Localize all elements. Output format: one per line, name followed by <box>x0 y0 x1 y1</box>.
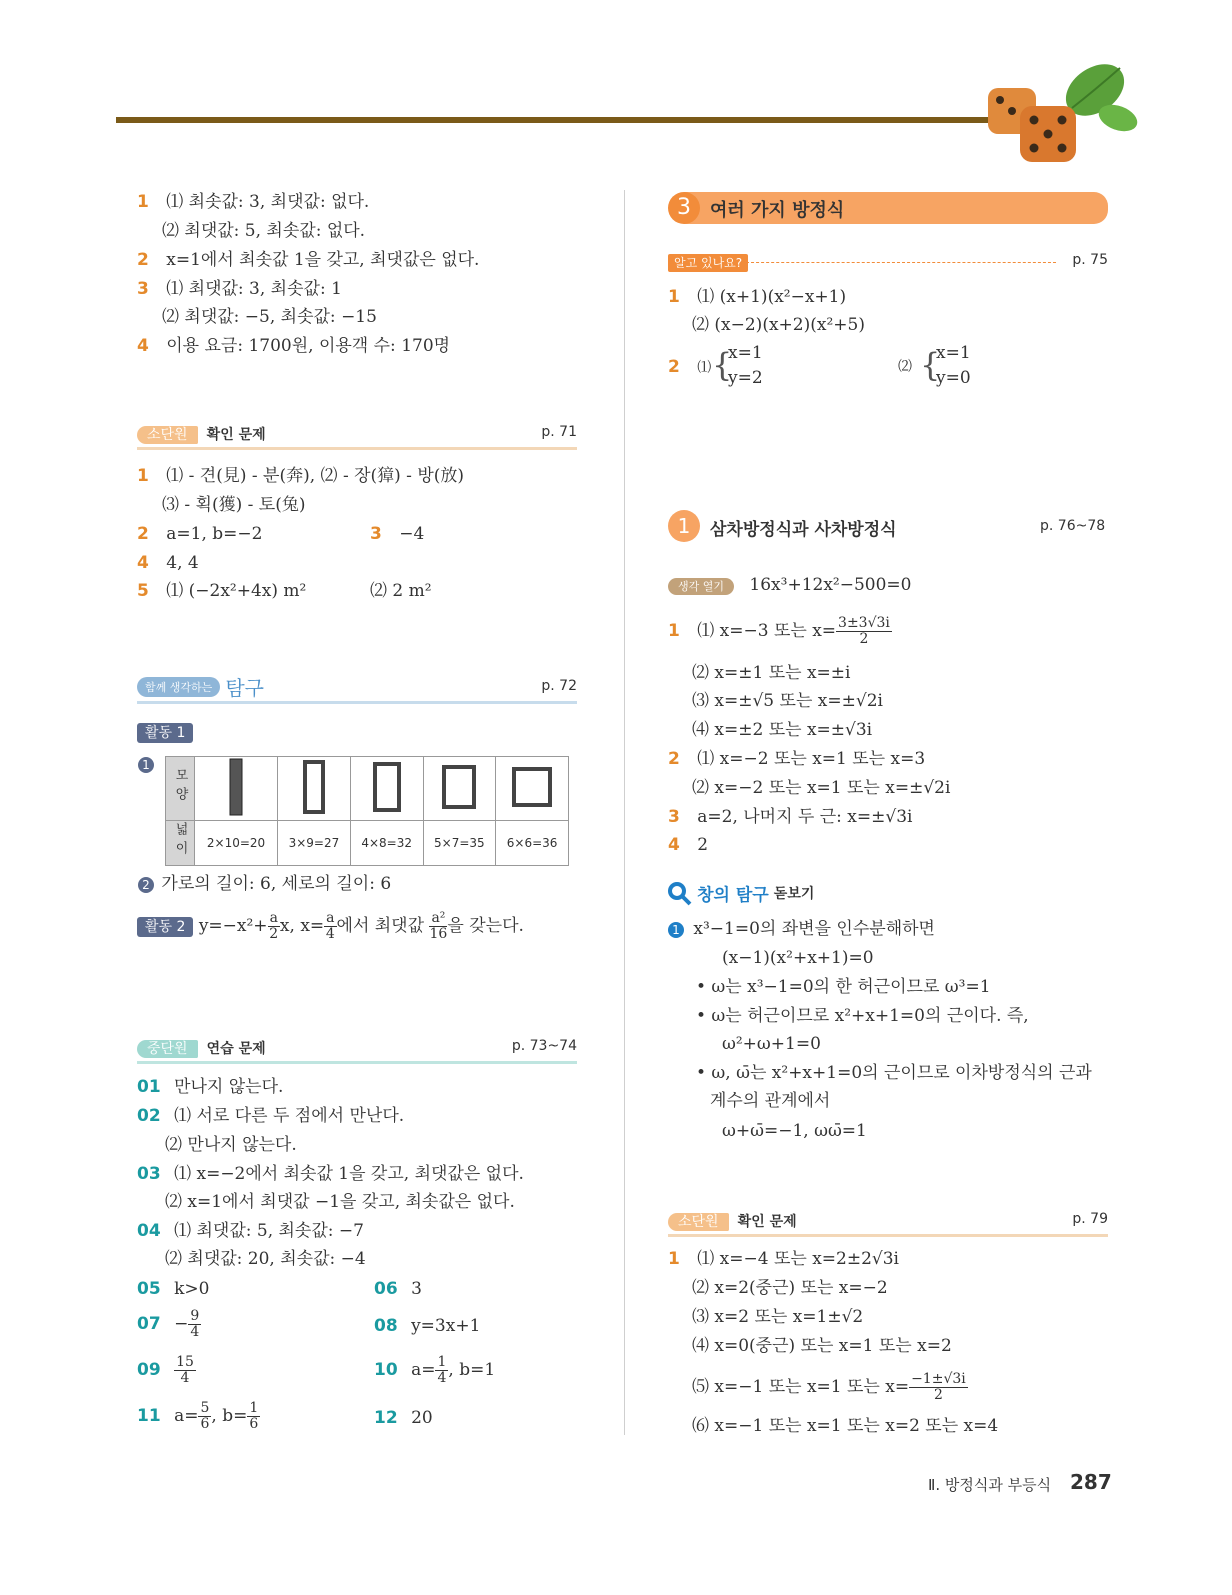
section-title: 확인 문제 <box>206 427 266 443</box>
answer-number: 3 <box>370 524 382 544</box>
section-title: 탐구 <box>225 676 264 700</box>
answer-text: ⑸ x=−1 또는 x=1 또는 x= <box>692 1377 910 1397</box>
rect-shape-icon <box>442 765 476 809</box>
answer-text: a=1, b=−2 <box>166 524 263 544</box>
practice-04 <box>137 1220 364 1242</box>
answer-number: 05 <box>137 1279 161 1299</box>
section-header-explore <box>137 672 577 702</box>
top-rule <box>116 117 996 123</box>
answer-text: a= <box>174 1406 199 1426</box>
check-4 <box>137 552 199 574</box>
system-line: y=0 <box>936 368 971 388</box>
answer-text: y=3x+1 <box>411 1316 481 1336</box>
equation-text: 에서 최댓값 <box>336 916 425 936</box>
check79-1 <box>668 1248 899 1270</box>
equation-text: 을 갖는다. <box>447 916 524 936</box>
practice-05 <box>137 1278 209 1300</box>
check-5 <box>137 580 306 602</box>
answer-text: ⑵ <box>898 359 912 375</box>
practice-08 <box>374 1315 480 1337</box>
fraction: $\frac{1}{4}$ <box>437 1354 447 1386</box>
answer-text: x=1에서 최솟값 1을 갖고, 최댓값은 없다. <box>166 250 480 270</box>
answer-number: 02 <box>137 1106 161 1126</box>
area-cell: 4×8=32 <box>350 821 423 866</box>
shape-table <box>165 756 569 866</box>
activity-1-label <box>137 722 193 742</box>
section-badge: 함께 생각하는 <box>137 677 220 697</box>
answer-text: x³−1=0의 좌변을 인수분해하면 <box>693 919 935 939</box>
practice-02 <box>137 1105 404 1127</box>
equation-text: y=−x²+ <box>198 916 268 936</box>
answer-text: ⑴ 서로 다른 두 점에서 만난다. <box>174 1106 405 1126</box>
shape-cell <box>278 757 351 821</box>
fraction: $\frac{a}{2}$ <box>269 910 279 942</box>
answer-text: ⑶ x=±√5 또는 x=±√2i <box>692 691 883 711</box>
section-badge: 소단원 <box>137 426 198 444</box>
answer-number: 03 <box>137 1164 161 1184</box>
answer-text: ω²+ω+1=0 <box>722 1034 821 1054</box>
brace-icon: { <box>712 346 733 384</box>
shape-cell <box>195 757 278 821</box>
answer-text: ⑴ <box>697 360 712 376</box>
answer-2 <box>137 249 479 271</box>
check79-5 <box>692 1370 968 1404</box>
answer-number: 4 <box>137 336 149 356</box>
practice-01 <box>137 1076 283 1098</box>
section-rule <box>137 701 577 704</box>
circle-number: 2 <box>138 877 154 893</box>
answer-number: 1 <box>137 192 149 212</box>
answer-number: 1 <box>668 287 680 307</box>
practice-07 <box>137 1308 201 1340</box>
system-line: x=1 <box>728 343 763 363</box>
area-cell: 2×10=20 <box>195 821 278 866</box>
s1-q2 <box>668 748 925 770</box>
answer-text: 가로의 길이: 6, 세로의 길이: 6 <box>161 874 392 894</box>
explore-answer-2 <box>138 873 391 895</box>
answer-text: ⑴ - 견(見) - 분(奔), ⑵ - 장(獐) - 방(放) <box>166 466 465 486</box>
answer-text: 20 <box>411 1408 433 1428</box>
s1-q1 <box>668 614 892 648</box>
answer-text: • ω는 x³−1=0의 한 허근이므로 ω³=1 <box>696 977 991 997</box>
page-reference: p. 73~74 <box>511 1038 577 1054</box>
area-cell: 5×7=35 <box>423 821 496 866</box>
s1-q3 <box>668 806 912 828</box>
fraction: $\frac{5}{6}$ <box>200 1400 210 1432</box>
check-3 <box>370 523 424 545</box>
dice-leaf-icon <box>980 50 1140 170</box>
row-label-area: 넓이 <box>166 821 195 866</box>
check-2 <box>137 523 262 545</box>
system-line: x=1 <box>936 343 971 363</box>
answer-text: ⑵ (x−2)(x+2)(x²+5) <box>692 315 865 335</box>
answer-text: ⑷ x=0(중근) 또는 x=1 또는 x=2 <box>692 1336 952 1356</box>
section-title: 삼차방정식과 사차방정식 <box>710 520 897 540</box>
footer-chapter: Ⅱ. 방정식과 부등식 <box>928 1476 1052 1494</box>
answer-number: 2 <box>137 524 149 544</box>
rect-shape-icon <box>229 758 243 816</box>
answer-number: 10 <box>374 1360 398 1380</box>
answer-text: 4, 4 <box>166 553 199 573</box>
area-cell: 6×6=36 <box>496 821 569 866</box>
practice-10 <box>374 1354 495 1386</box>
creative-subtitle: 돋보기 <box>773 886 815 902</box>
answer-text: ⑴ 최댓값: 5, 최솟값: −7 <box>174 1221 364 1241</box>
answer-number: 2 <box>668 749 680 769</box>
answer-number: 2 <box>137 250 149 270</box>
answer-number: 4 <box>137 553 149 573</box>
answer-text: ⑵ 최댓값: −5, 최솟값: −15 <box>162 307 377 327</box>
answer-text: ⑴ x=−2 또는 x=1 또는 x=3 <box>697 749 926 769</box>
section-header-practice <box>137 1038 577 1060</box>
answer-number: 3 <box>137 279 149 299</box>
answer-number: 3 <box>668 807 680 827</box>
answer-text: 2 <box>697 835 709 855</box>
shape-cell <box>496 757 569 821</box>
circle-number: 1 <box>668 922 684 938</box>
section-badge: 소단원 <box>668 1213 729 1231</box>
section-badge: 중단원 <box>137 1040 198 1058</box>
answer-text: , b=1 <box>448 1360 496 1380</box>
section-number: 1 <box>668 510 700 542</box>
fraction: $\frac{9}{4}$ <box>190 1308 200 1340</box>
know-1 <box>668 286 846 308</box>
practice-03 <box>137 1163 524 1185</box>
answer-number: 09 <box>137 1360 161 1380</box>
row-label-shape: 모양 <box>166 757 195 821</box>
answer-text: ⑶ x=2 또는 x=1±√2 <box>692 1307 864 1327</box>
activity-2 <box>137 910 524 943</box>
section-header-check-79 <box>668 1211 1108 1233</box>
creative-header <box>666 880 814 906</box>
activity-badge: 활동 1 <box>137 723 193 743</box>
answer-number: 07 <box>137 1314 161 1334</box>
shape-cell <box>350 757 423 821</box>
chapter-number: 3 <box>668 192 700 224</box>
answer-text: ⑵ x=−2 또는 x=1 또는 x=±√2i <box>692 778 951 798</box>
answer-text: ⑴ x=−4 또는 x=2±2√3i <box>697 1249 899 1269</box>
section-title: 연습 문제 <box>206 1041 266 1057</box>
page-number: 287 <box>1070 1470 1112 1494</box>
answer-text: • ω는 허근이므로 x²+x+1=0의 근이다. 즉, <box>696 1006 1029 1026</box>
equation-text: 16x³+12x²−500=0 <box>749 575 912 595</box>
answer-text: − <box>174 1314 189 1334</box>
answer-number: 11 <box>137 1406 161 1426</box>
creative-line-1 <box>668 918 935 940</box>
page-reference: p. 76~78 <box>1040 518 1106 534</box>
area-cell: 3×9=27 <box>278 821 351 866</box>
activity-badge: 활동 2 <box>137 917 193 937</box>
fraction: $\frac{a}{4}$ <box>325 910 335 942</box>
rect-shape-icon <box>373 762 401 812</box>
shape-cell <box>423 757 496 821</box>
answer-1 <box>137 191 369 213</box>
answer-text: ⑵ 최댓값: 20, 최솟값: −4 <box>165 1249 366 1269</box>
chapter-title: 여러 가지 방정식 <box>710 200 845 221</box>
fraction: $\frac{-1\pm√3i}{2}$ <box>911 1371 966 1403</box>
section-rule <box>137 1061 577 1064</box>
answer-text: 만나지 않는다. <box>174 1077 284 1097</box>
answer-text: −4 <box>399 524 425 544</box>
answer-number: 2 <box>668 357 680 377</box>
answer-text: ⑴ x=−2에서 최솟값 1을 갖고, 최댓값은 없다. <box>174 1164 524 1184</box>
answer-text: ω+ω̄=−1, ωω̄=1 <box>722 1121 867 1141</box>
answer-3 <box>137 278 342 300</box>
answer-text: ⑶ - 획(獲) - 토(兔) <box>162 495 306 515</box>
creative-title: 창의 탐구 <box>697 885 769 906</box>
answer-text: ⑵ 2 m² <box>370 581 432 601</box>
answer-text: ⑵ 최댓값: 5, 최솟값: 없다. <box>162 221 366 241</box>
know-2 <box>668 356 711 379</box>
section-header-know <box>668 252 1108 274</box>
answer-text: a=2, 나머지 두 근: x=±√3i <box>697 807 913 827</box>
answer-number: 12 <box>374 1408 398 1428</box>
section-rule <box>668 1234 1108 1237</box>
answer-number: 1 <box>668 621 680 641</box>
dashed-rule <box>746 262 1056 263</box>
answer-number: 08 <box>374 1316 398 1336</box>
equation-text: x, x= <box>279 916 325 936</box>
answer-text: ⑵ x=±1 또는 x=±i <box>692 663 851 683</box>
square-shape-icon <box>512 767 552 807</box>
practice-06 <box>374 1278 422 1300</box>
answer-text: ⑵ x=1에서 최댓값 −1을 갖고, 최솟값은 없다. <box>165 1192 515 1212</box>
answer-number: 1 <box>668 1249 680 1269</box>
page-reference: p. 71 <box>541 424 577 440</box>
answer-text: k>0 <box>174 1279 210 1299</box>
fraction: $\frac{3\pm 3√3i}{2}$ <box>838 615 890 647</box>
answer-text: (x−1)(x²+x+1)=0 <box>722 948 874 968</box>
chapter-banner <box>684 192 1108 224</box>
answer-4 <box>137 335 450 357</box>
answer-text: ⑷ x=±2 또는 x=±√3i <box>692 720 873 740</box>
answer-text: ⑴ (x+1)(x²−x+1) <box>697 287 847 307</box>
answer-text: ⑵ x=2(중근) 또는 x=−2 <box>692 1278 888 1298</box>
page-reference: p. 75 <box>1072 252 1108 268</box>
section-rule <box>137 447 577 450</box>
practice-09 <box>137 1354 196 1386</box>
circle-number: 1 <box>138 754 154 773</box>
section-badge: 알고 있나요? <box>668 254 748 272</box>
answer-text: , b= <box>211 1406 248 1426</box>
answer-text: 3 <box>411 1279 422 1299</box>
section-title: 확인 문제 <box>737 1214 797 1230</box>
answer-text: ⑴ 최솟값: 3, 최댓값: 없다. <box>166 192 370 212</box>
fraction: $\frac{1}{6}$ <box>249 1400 259 1432</box>
think-badge: 생각 열기 <box>668 578 734 595</box>
magnifier-icon <box>666 880 692 906</box>
rect-shape-icon <box>303 760 325 814</box>
answer-number: 04 <box>137 1221 161 1241</box>
answer-text: ⑵ 만나지 않는다. <box>165 1135 297 1155</box>
answer-text: 이용 요금: 1700원, 이용객 수: 170명 <box>166 336 451 356</box>
s1-q4 <box>668 834 708 856</box>
answer-number: 5 <box>137 581 149 601</box>
answer-number: 4 <box>668 835 680 855</box>
page-reference: p. 79 <box>1072 1211 1108 1227</box>
practice-12 <box>374 1407 433 1429</box>
fraction: $\frac{15}{4}$ <box>176 1354 194 1386</box>
answer-number: 01 <box>137 1077 161 1097</box>
brace-icon: { <box>920 346 941 384</box>
column-divider <box>624 190 625 1435</box>
answer-text: 계수의 관계에서 <box>710 1091 831 1111</box>
fraction: $\frac{\text{a²}}{16}$ <box>429 910 448 942</box>
system-line: y=2 <box>728 368 763 388</box>
think-open <box>668 574 912 598</box>
section-header-check-71 <box>137 424 577 446</box>
answer-text: ⑹ x=−1 또는 x=1 또는 x=2 또는 x=4 <box>692 1416 999 1436</box>
answer-text: ⑴ 최댓값: 3, 최솟값: 1 <box>166 279 342 299</box>
answer-number: 06 <box>374 1279 398 1299</box>
answer-number: 1 <box>137 466 149 486</box>
check-1 <box>137 465 464 487</box>
page-reference: p. 72 <box>541 678 577 694</box>
answer-text: • ω, ω̄는 x²+x+1=0의 근이므로 이차방정식의 근과 <box>696 1063 1092 1083</box>
answer-text: ⑴ x=−3 또는 x= <box>697 621 837 641</box>
practice-11 <box>137 1400 260 1432</box>
answer-text: ⑴ (−2x²+4x) m² <box>166 581 307 601</box>
answer-text: a= <box>411 1360 436 1380</box>
